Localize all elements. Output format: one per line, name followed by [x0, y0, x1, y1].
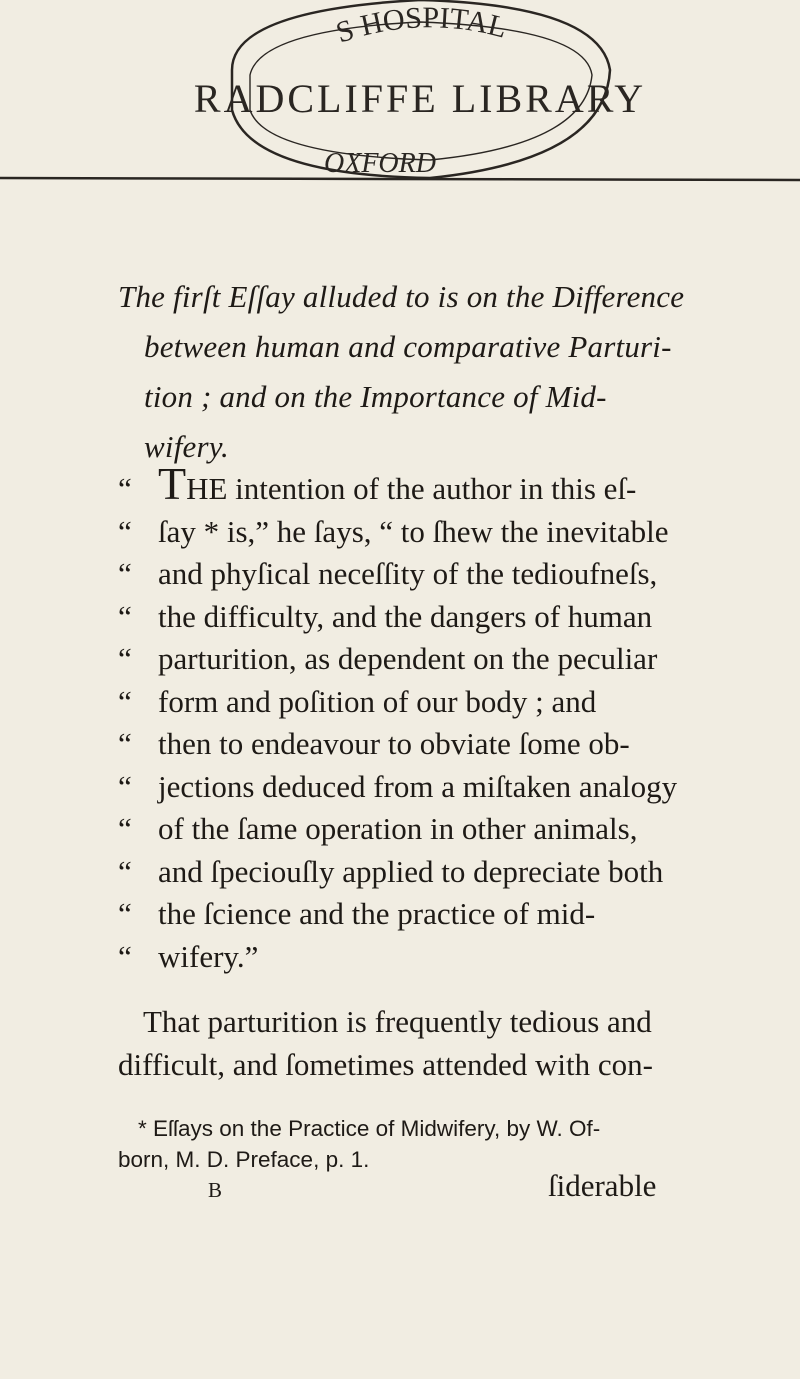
library-stamp-graphic: [0, 0, 800, 200]
quote-line: [118, 851, 758, 894]
quote-mark: “: [118, 556, 132, 591]
quote-line: [118, 723, 758, 766]
quote-line-text: jections deduced from a miſtaken analogy: [158, 768, 678, 804]
quote-mark: “: [118, 683, 132, 719]
stamp-top-text: S HOSPITAL: [332, 1, 511, 50]
quote-line: [118, 458, 758, 511]
footnote-line: * Eſſays on the Practice of Midwifery, by W. Of-: [138, 1116, 601, 1141]
quote-line: [118, 511, 758, 554]
quoted-passage: [118, 458, 758, 978]
heading-line: The firſt Eſſay alluded to is on the Difference: [118, 279, 685, 314]
quote-line-text: of the ſame operation in other animals,: [158, 811, 638, 846]
quote-line-text: the difficulty, and the dangers of human: [158, 598, 653, 634]
quote-line-text: form and poſition of our body ; and: [158, 683, 597, 719]
body-paragraph: [118, 1000, 778, 1086]
heading-line: between human and comparative Parturi-: [144, 329, 672, 364]
footnote-line: born, M. D. Preface, p. 1.: [118, 1147, 370, 1172]
stamp-middle-text: RADCLIFFE LIBRARY: [193, 76, 647, 121]
quote-line-text: parturition, as dependent on the peculiar: [158, 641, 658, 676]
heading-line: wifery.: [144, 429, 229, 464]
quote-mark: “: [118, 896, 132, 931]
quote-line-text: and phyſical neceſſity of the tedioufneſs,: [158, 556, 658, 591]
quote-line-text: ſay * is,” he ſays, “ to ſhew the inevitable: [158, 513, 669, 549]
quote-line: [118, 553, 758, 596]
quote-line-text: and ſpeciouſly applied to depreciate both: [158, 853, 664, 889]
quote-line: [118, 766, 758, 809]
quote-mark: “: [118, 811, 132, 846]
signature-mark: B: [208, 1178, 223, 1202]
quote-line: [118, 596, 758, 639]
quote-mark: “: [118, 641, 132, 676]
stamp-bottom-text: OXFORD: [324, 148, 436, 179]
paragraph-line: difficult, and ſometimes attended with con-: [118, 1047, 653, 1082]
quote-line-text: the ſcience and the practice of mid-: [158, 896, 596, 931]
quote-mark: “: [118, 513, 132, 549]
essay-heading: [118, 272, 758, 472]
quote-line-text: HE intention of the author in this eſ-: [186, 471, 637, 506]
quote-mark: “: [118, 471, 132, 506]
heading-line: tion ; and on the Importance of Mid-: [144, 379, 607, 414]
drop-cap: T: [158, 458, 187, 509]
quote-line: [118, 681, 758, 724]
library-stamp: [0, 0, 800, 200]
footnote: [118, 1113, 778, 1175]
quote-line: [118, 936, 758, 979]
quote-mark: “: [118, 853, 132, 889]
quote-mark: “: [118, 938, 132, 974]
paragraph-line: That parturition is frequently tedious and: [143, 1004, 652, 1039]
quote-line: [118, 808, 758, 851]
quote-mark: “: [118, 726, 132, 761]
quote-line-text: then to endeavour to obviate ſome ob-: [158, 726, 630, 761]
quote-line-text: wifery.”: [158, 938, 259, 974]
quote-line: [118, 638, 758, 681]
catchword: ſiderable: [548, 1168, 657, 1203]
quote-mark: “: [118, 598, 132, 634]
quote-mark: “: [118, 768, 132, 804]
quote-line: [118, 893, 758, 936]
